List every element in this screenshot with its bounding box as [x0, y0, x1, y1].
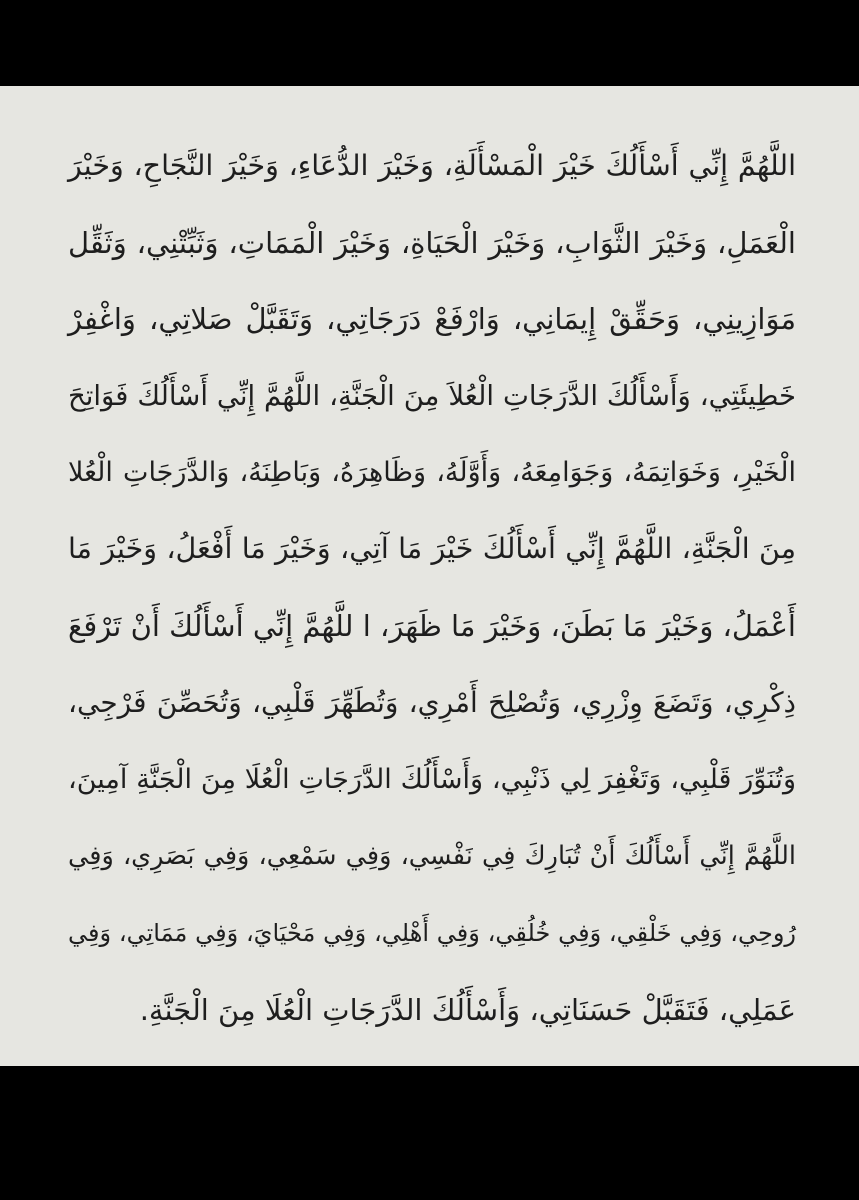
- text-line: رُوحِي، وَفِي خَلْقِي، وَفِي خُلُقِي، وَفِي أَهْلِي، وَفِي مَحْيَايَ، وَفِي مَمَاتِي، وَفِي: [68, 918, 796, 947]
- text-line: أَعْمَلُ، وَخَيْرَ مَا بَطَنَ، وَخَيْرَ مَا ظَهَرَ، ا للَّهُمَّ إِنِّي أَسْأَلُكَ أَنْ تَرْفَعَ: [68, 609, 796, 644]
- bottom-black-bar: [0, 1066, 859, 1200]
- text-line: ذِكْرِي، وَتَضَعَ وِزْرِي، وَتُصْلِحَ أَمْرِي، وَتُطَهِّرَ قَلْبِي، وَتُحَصِّنَ فَرْجِي،: [68, 685, 796, 719]
- text-line-last: عَمَلِي، فَتَقَبَّلْ حَسَنَاتِي، وَأَسْأَلُكَ الدَّرَجَاتِ الْعُلَا مِنَ الْجَنَّةِ.: [139, 992, 796, 1027]
- text-line: اللَّهُمَّ إِنِّي أَسْأَلُكَ خَيْرَ الْمَسْأَلَةِ، وَخَيْرَ الدُّعَاءِ، وَخَيْرَ النَّجَاحِ، وَخَيْرَ: [68, 149, 796, 182]
- text-line: خَطِيئَتِي، وَأَسْأَلُكَ الدَّرَجَاتِ الْعُلاَ مِنَ الْجَنَّةِ، اللَّهُمَّ إِنِّي أَسْأَلُكَ فَوَاتِحَ: [68, 380, 796, 413]
- prayer-text-block: [68, 128, 796, 1048]
- top-black-bar: [0, 0, 859, 86]
- text-line: اللَّهُمَّ إِنِّي أَسْأَلُكَ أَنْ تُبَارِكَ فِي نَفْسِي، وَفِي سَمْعِي، وَفِي بَصَرِي، وَفِي: [68, 841, 796, 872]
- text-line: الْعَمَلِ، وَخَيْرَ الثَّوَابِ، وَخَيْرَ الْحَيَاةِ، وَخَيْرَ الْمَمَاتِ، وَثَبِّتْنِي، وَثَقِّل: [68, 225, 796, 260]
- text-line: وَتُنَوِّرَ قَلْبِي، وَتَغْفِرَ لِي ذَنْبِي، وَأَسْأَلُكَ الدَّرَجَاتِ الْعُلَا مِنَ الْجَنَّةِ آمِينَ،: [68, 763, 796, 795]
- text-line: مَوَازِينِي، وَحَقِّقْ إِيمَانِي، وَارْفَعْ دَرَجَاتِي، وَتَقَبَّلْ صَلاتِي، وَاغْفِرْ: [68, 302, 796, 337]
- text-line: الْخَيْرِ، وَخَوَاتِمَهُ، وَجَوَامِعَهُ، وَأَوَّلَهُ، وَظَاهِرَهُ، وَبَاطِنَهُ، وَالدَّرَجَاتِ الْعُلا: [68, 456, 796, 488]
- text-line: مِنَ الْجَنَّةِ، اللَّهُمَّ إِنِّي أَسْأَلُكَ خَيْرَ مَا آتِي، وَخَيْرَ مَا أَفْعَلُ، وَخَيْرَ مَا: [68, 532, 796, 566]
- prayer-text-page: [0, 86, 859, 1066]
